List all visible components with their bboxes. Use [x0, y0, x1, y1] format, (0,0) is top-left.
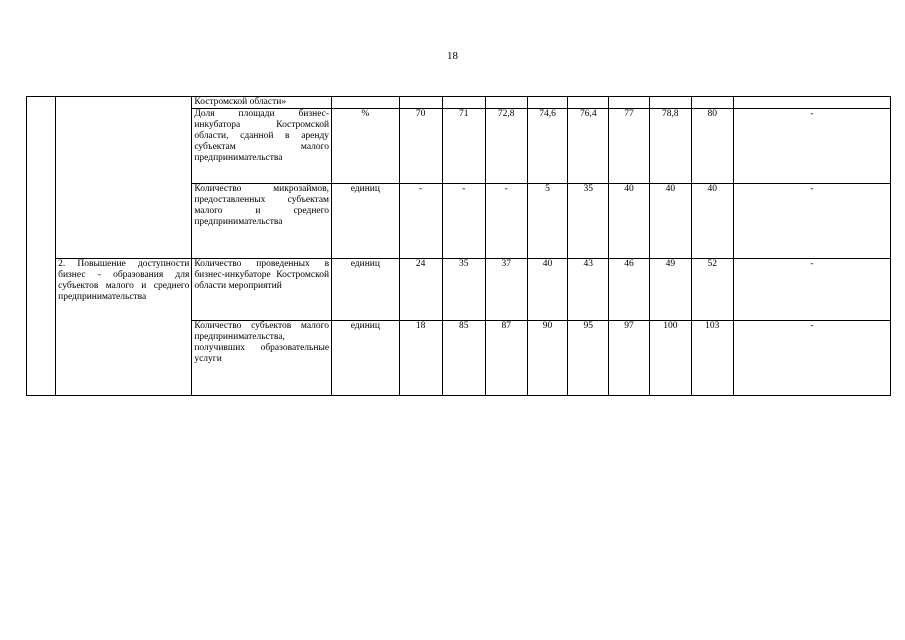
- value-cell: 46: [609, 259, 650, 321]
- indicator-name: Количество микрозаймов, предоставленных субъектам малого и среднего предпринимательства: [192, 184, 332, 259]
- note-cell: [733, 97, 890, 109]
- value-cell: 100: [649, 321, 691, 396]
- value-cell: 37: [485, 259, 527, 321]
- value-cell: 43: [568, 259, 609, 321]
- page-number: 18: [447, 50, 458, 62]
- table-row: [27, 97, 891, 109]
- value-cell: 76,4: [568, 109, 609, 184]
- value-cell: -: [399, 184, 442, 259]
- value-cell: 5: [527, 184, 568, 259]
- value-cell: 35: [442, 259, 485, 321]
- value-cell: 71: [442, 109, 485, 184]
- value-cell: 49: [649, 259, 691, 321]
- value-cell: -: [485, 184, 527, 259]
- value-cell: 70: [399, 109, 442, 184]
- value-cell: 35: [568, 184, 609, 259]
- value-cell: 40: [609, 184, 650, 259]
- value-cell: -: [442, 184, 485, 259]
- value-cell: 72,8: [485, 109, 527, 184]
- indicator-name: Количество субъектов малого предпринимательства, получивших образовательные услуги: [192, 321, 332, 396]
- note-cell: -: [733, 259, 890, 321]
- unit-cell: %: [332, 109, 400, 184]
- indicators-table: [26, 96, 891, 396]
- value-cell: 74,6: [527, 109, 568, 184]
- value-cell: 95: [568, 321, 609, 396]
- table-row: [27, 259, 891, 321]
- unit-cell: единиц: [332, 321, 400, 396]
- unit-cell: [332, 97, 400, 109]
- row-number-cell: [27, 97, 56, 396]
- goal-cell: [56, 97, 192, 259]
- value-cell: 87: [485, 321, 527, 396]
- value-cell: 40: [649, 184, 691, 259]
- continuation-text: Костромской области»: [192, 97, 332, 109]
- value-cell: 80: [691, 109, 733, 184]
- task-cell: 2. Повышение доступности бизнес - образования для субъектов малого и среднего предпринимательства: [56, 259, 192, 396]
- value-cell: 90: [527, 321, 568, 396]
- value-cell: 85: [442, 321, 485, 396]
- value-cell: 40: [527, 259, 568, 321]
- note-cell: -: [733, 109, 890, 184]
- value-cell: 18: [399, 321, 442, 396]
- value-cell: 40: [691, 184, 733, 259]
- value-cell: 78,8: [649, 109, 691, 184]
- note-cell: -: [733, 184, 890, 259]
- value-cell: 52: [691, 259, 733, 321]
- value-cell: 24: [399, 259, 442, 321]
- value-cell: 103: [691, 321, 733, 396]
- note-cell: -: [733, 321, 890, 396]
- indicator-name: Доля площади бизнес-инкубатора Костромской области, сданной в аренду субъектам малого предпринимательства: [192, 109, 332, 184]
- unit-cell: единиц: [332, 184, 400, 259]
- value-cell: 77: [609, 109, 650, 184]
- indicator-name: Количество проведенных в бизнес-инкубаторе Костромской области мероприятий: [192, 259, 332, 321]
- value-cell: 97: [609, 321, 650, 396]
- unit-cell: единиц: [332, 259, 400, 321]
